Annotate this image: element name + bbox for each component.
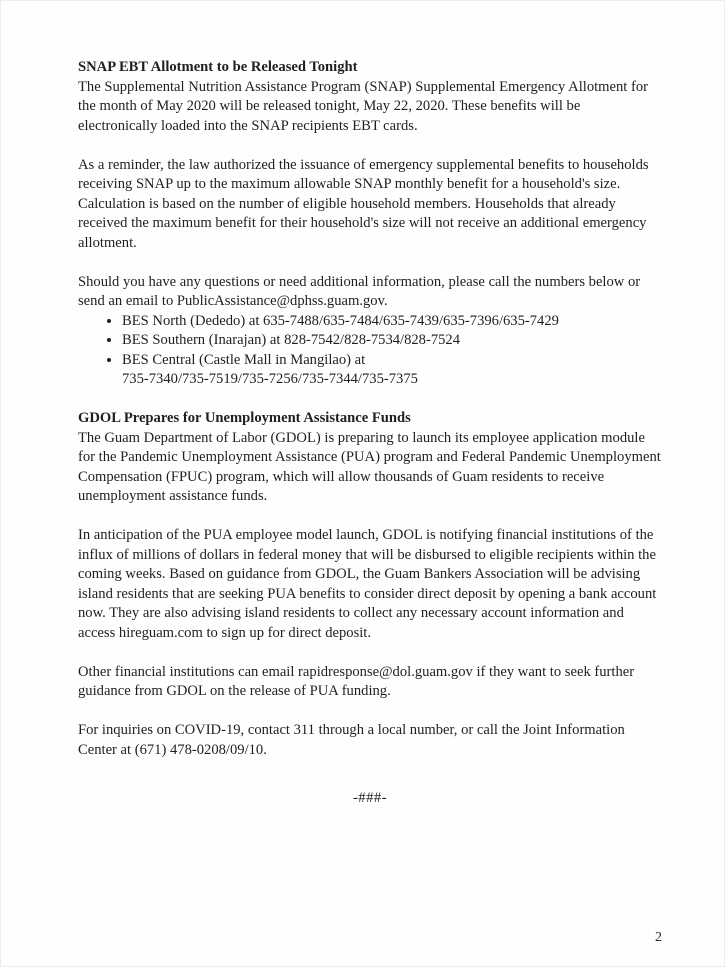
paragraph: As a reminder, the law authorized the issuance of emergency supplemental benefits to households receiving SNAP up to the maximum allowable SNAP monthly benefit for a household's size. Calculation is based on the number of eligible household members. Households that already received the maximum benefit for their household's size will not receive an additional emergency allotment. xyxy=(78,156,649,251)
page-number: 2 xyxy=(655,930,662,945)
paragraph: In anticipation of the PUA employee model launch, GDOL is notifying financial institutions of the influx of millions of dollars in federal money that will be disbursed to eligible recipients within the coming weeks. Based on guidance from GDOL, the Guam Bankers Association will be advising island residents that are seeking PUA benefits to consider direct deposit by opening a bank account now. They are also advising island residents to collect any necessary account information and access hireguam.com to sign up for direct deposit. xyxy=(78,527,657,641)
paragraph: Should you have any questions or need additional information, please call the numbers below or send an email to PublicAssistance@dphss.guam.gov. xyxy=(78,273,641,309)
bullet-text: BES Southern (Inarajan) at 828-7542/828-7534/828-7524 xyxy=(122,332,461,348)
bullet-text: BES Central (Castle Mall in Mangilao) at xyxy=(122,351,366,368)
document-content xyxy=(78,58,662,809)
end-of-release-marker: -###- xyxy=(352,790,388,806)
bullet-text: BES North (Dededo) at 635-7488/635-7484/635-7439/635-7396/635-7429 xyxy=(122,312,559,329)
paragraph: For inquiries on COVID-19, contact 311 through a local number, or call the Joint Information Center at (671) 478-0208/09/10. xyxy=(78,722,625,758)
section-heading-gdol: GDOL Prepares for Unemployment Assistance Funds xyxy=(78,410,411,426)
bullet-item-bes-central xyxy=(122,351,662,390)
bullet-text-wrapped: 735-7340/735-7519/735-7256/735-7344/735-7375 xyxy=(122,371,418,387)
section-heading-snap: SNAP EBT Allotment to be Released Tonight xyxy=(78,59,358,75)
bullet-item-bes-north xyxy=(122,312,662,332)
paragraph: Other financial institutions can email rapidresponse@dol.guam.gov if they want to seek further guidance from GDOL on the release of PUA funding. xyxy=(78,663,635,699)
section-snap-ebt-allotment xyxy=(78,58,662,390)
section-gdol-unemployment xyxy=(78,409,662,760)
bullet-item-bes-southern xyxy=(122,331,662,351)
paragraph: The Guam Department of Labor (GDOL) is preparing to launch its employee application module for the Pandemic Unemployment Assistance (PUA) program and Federal Pandemic Unemployment Compensation (FPUC) program, which will allow thousands of Guam residents to receive unemployment assistance funds. xyxy=(78,429,661,504)
bes-phone-list xyxy=(78,312,662,390)
paragraph: The Supplemental Nutrition Assistance Program (SNAP) Supplemental Emergency Allotment for the month of May 2020 will be released tonight, May 22, 2020. These benefits will be electronically loaded into the SNAP recipients EBT cards. xyxy=(78,78,649,134)
